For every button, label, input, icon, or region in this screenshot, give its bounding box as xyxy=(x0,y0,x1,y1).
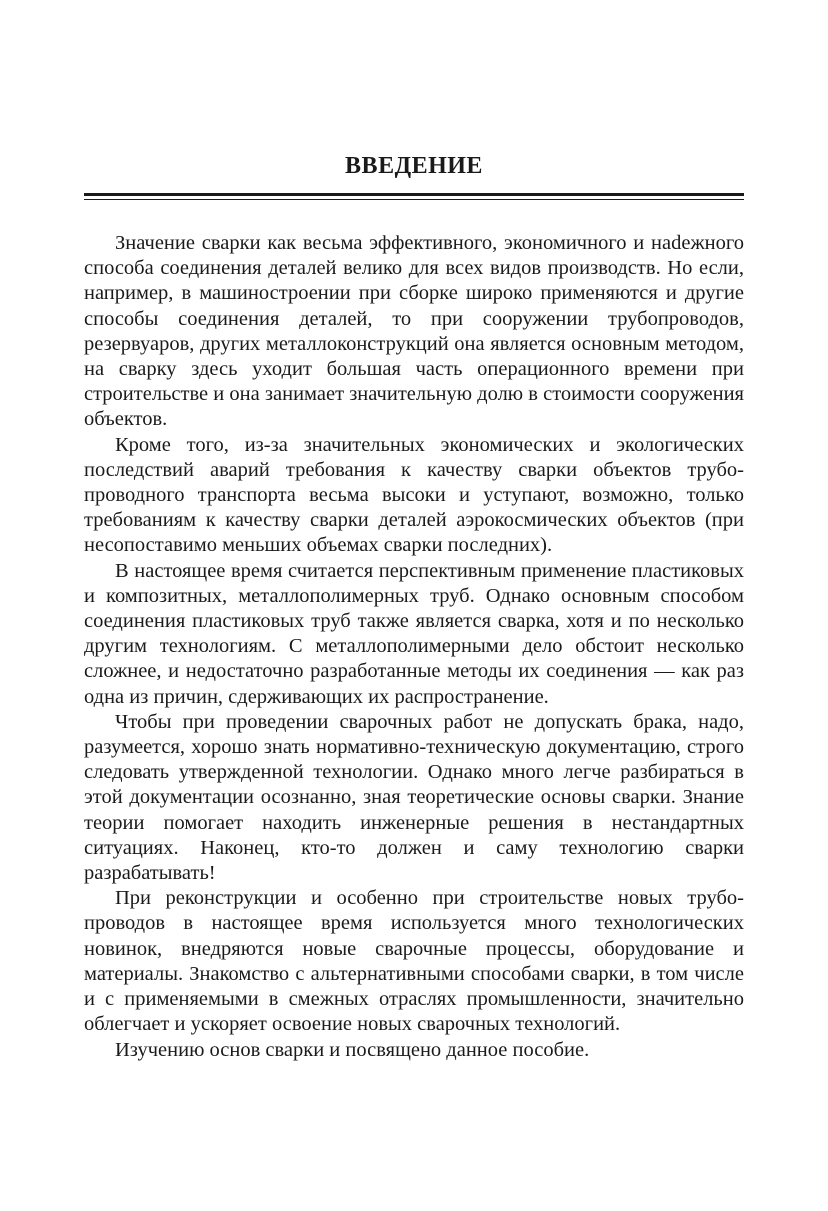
title-double-rule xyxy=(84,193,744,203)
paragraph: Значение сварки как весьма эффективного, экономичного и наdежного способа соединения деталей велико для всех видов производств. Но если, например, в машиностроении при сборке широко применяются и другие способы соединения деталей, то при сооружении трубопроводов, резервуаров, других металлоконструкций она является основным методом, на сварку здесь уходит большая часть операционного времени при строительстве и она занимает значительную долю в стоимости сооружения объектов. xyxy=(84,232,744,431)
paragraph: Кроме того, из-за значительных экономических и экологических последствий аварий требования к качеству сварки объектов трубопроводного транспорта весьма высоки и уступают, возможно, только требованиям к качеству сварки деталей аэрокосмических объектов (при несопоставимо меньших объемах сварки последних). xyxy=(84,433,744,557)
title-rule-thick xyxy=(84,193,744,196)
paragraph: В настоящее время считается перспективным применение пластиковых и композитных, металлополимерных труб. Однако основным способом соединения пластиковых труб также является сварка, хотя и по несколько другим технологиям. С металлополимерными дело обстоит несколько сложнее, и недостаточно разработанные методы их соединения — как раз одна из причин, сдерживающих их распространение. xyxy=(84,559,744,708)
title-rule-thin xyxy=(84,199,744,200)
paragraph: Изучению основ сварки и посвящено данное пособие. xyxy=(115,1038,590,1061)
paragraph: При реконструкции и особенно при строительстве новых трубопроводов в настоящее время используется много технологических новинок, внедряются новые сварочные процессы, оборудование и материалы. Знакомство с альтернативными способами сварки, в том числе и с применяемыми в смежных отраслях промышленности, значительно облегчает и ускоряет освоение новых сварочных технологий. xyxy=(84,887,744,1036)
page-title: ВВЕДЕНИЕ xyxy=(345,153,483,179)
body-text xyxy=(84,231,744,1063)
paragraph: Чтобы при проведении сварочных работ не допускать брака, надо, разумеется, хорошо знать нормативно-техническую документацию, строго следовать утвержденной технологии. Однако много легче разбираться в этой документации осознанно, зная теоретические основы сварки. Знание теории помогает находить инженерные решения в нестандартных ситуациях. Наконец, кто-то должен и саму технологию сварки разрабатывать! xyxy=(84,710,744,885)
